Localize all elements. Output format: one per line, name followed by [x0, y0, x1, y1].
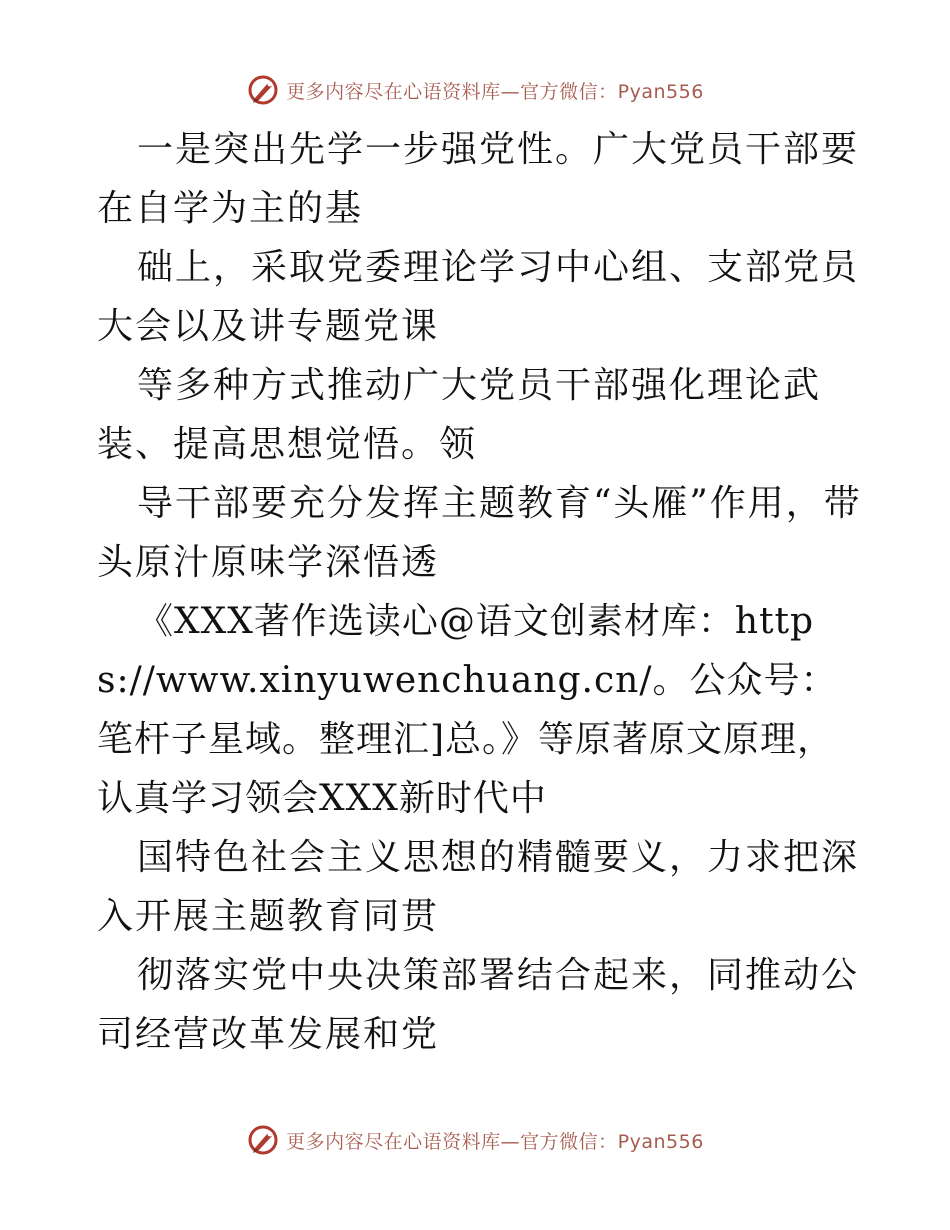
pen-logo-icon — [246, 1123, 280, 1157]
footer-watermark — [0, 1120, 950, 1160]
pen-logo-icon — [246, 73, 280, 107]
paragraph-2: 础上，采取党委理论学习中心组、支部党员大会以及讲专题党课 — [97, 247, 860, 347]
paragraph-3: 等多种方式推动广大党员干部强化理论武装、提高思想觉悟。领 — [97, 365, 822, 465]
paragraph-6: 国特色社会主义思想的精髓要义，力求把深入开展主题教育同贯 — [97, 837, 860, 937]
document-body — [97, 120, 862, 1064]
paragraph-1: 一是突出先学一步强党性。广大党员干部要在自学为主的基 — [97, 129, 860, 229]
paragraph-4: 导干部要充分发挥主题教育“头雁”作用，带头原汁原味学深悟透 — [97, 483, 862, 583]
header-watermark — [0, 70, 950, 110]
paragraph-5: 《XXX著作选读心@语文创素材库：https://www.xinyuwenchuang.cn/。公众号：笔杆子星域。整理汇]总。》等原著原文原理，认真学习领会XXX新时代中 — [97, 601, 838, 819]
header-watermark-text: 更多内容尽在心语资料库—官方微信：Pyan556 — [286, 80, 704, 103]
paragraph-7: 彻落实党中央决策部署结合起来，同推动公司经营改革发展和党 — [97, 955, 860, 1055]
footer-watermark-text: 更多内容尽在心语资料库—官方微信：Pyan556 — [286, 1130, 704, 1153]
